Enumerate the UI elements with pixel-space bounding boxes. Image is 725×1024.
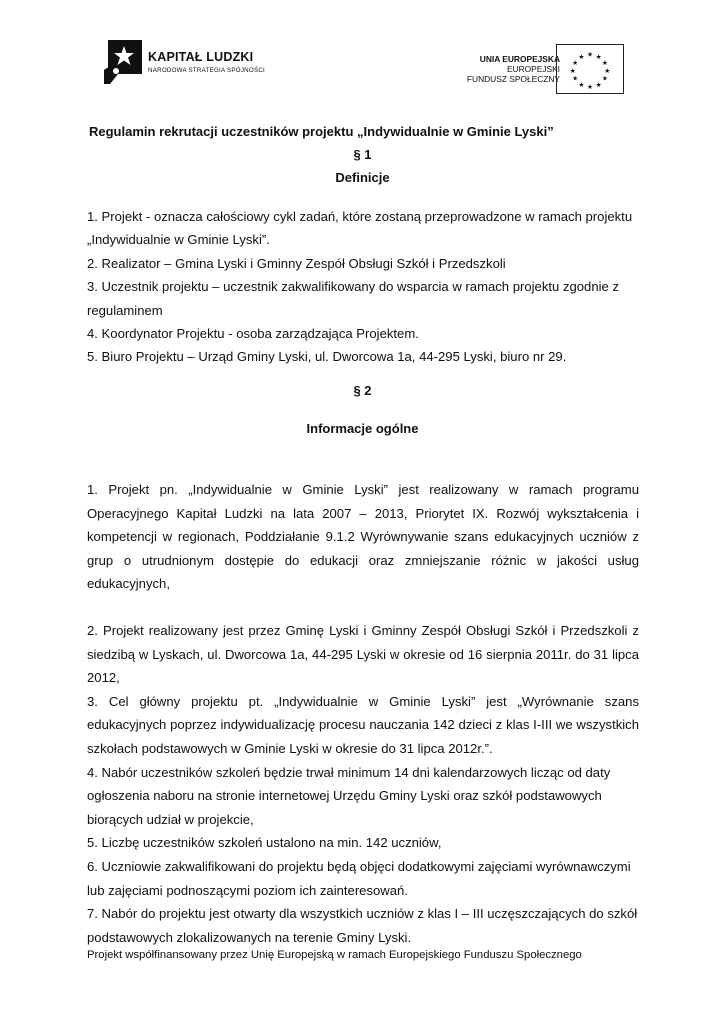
info-item: 4. Nabór uczestników szkoleń będzie trwał minimum 14 dni kalendarzowych licząc od daty ogłoszenia naboru na stronie internetowej Urzędu Gminy Lyski oraz szkół podstawowych biorących udział w projekcie, [87, 764, 611, 827]
general-info-list [87, 478, 639, 949]
info-item: 5. Liczbę uczestników szkoleń ustalono na min. 142 uczniów, [87, 835, 442, 851]
info-item: 7. Nabór do projektu jest otwarty dla wszystkich uczniów z klas I – III uczęszczających do szkół podstawowych zlokalizowanych na terenie Gminy Lyski. [87, 906, 638, 945]
section2-number: § 2 [353, 383, 372, 398]
definition-item: 3. Uczestnik projektu – uczestnik zakwalifikowany do wsparcia w ramach projektu zgodnie z regulaminem [87, 279, 619, 318]
svg-text:★: ★ [601, 74, 608, 83]
footer-note: Projekt współfinansowany przez Unię Europejską w ramach Europejskiego Funduszu Społecznego [87, 949, 582, 961]
svg-text:★: ★ [595, 52, 602, 61]
kapital-ludzki-subtitle: NARODOWA STRATEGIA SPÓJNOŚCI [148, 67, 266, 74]
eu-logo-text [467, 54, 560, 84]
svg-text:★: ★ [572, 59, 579, 68]
svg-text:★: ★ [601, 59, 608, 68]
info-item: 6. Uczniowie zakwalifikowani do projektu będą objęci dodatkowymi zajęciami wyrównawczymi lub zajęciami podnoszącymi poziom ich zainteresowań. [87, 858, 631, 898]
document-title: Regulamin rekrutacji uczestników projektu „Indywidualnie w Gminie Lyski” [89, 124, 554, 139]
kapital-ludzki-emblem-icon [104, 40, 142, 84]
kapital-ludzki-title: KAPITAŁ LUDZKI [148, 50, 254, 64]
svg-text:★: ★ [586, 50, 594, 59]
section1-heading: Definicje [335, 170, 390, 185]
svg-text:★: ★ [595, 80, 602, 89]
eu-logo-line3: FUNDUSZ SPOŁECZNY [466, 74, 560, 84]
svg-text:★: ★ [572, 74, 579, 83]
definition-item: 5. Biuro Projektu – Urząd Gminy Lyski, ul. Dworcowa 1a, 44-295 Lyski, biuro nr 29. [87, 349, 567, 365]
svg-text:★: ★ [604, 66, 611, 75]
svg-text:★: ★ [578, 80, 585, 89]
svg-text:★: ★ [569, 66, 576, 75]
eu-flag-icon [556, 44, 624, 94]
eu-logo-line1: UNIA EUROPEJSKA [479, 54, 560, 64]
definitions-list [87, 205, 647, 369]
eu-logo [440, 44, 626, 96]
info-item: 1. Projekt pn. „Indywidualnie w Gminie Lyski” jest realizowany w ramach programu Operacyjnego Kapitał Ludzki na lata 2007 – 2013, Priorytet IX. Rozwój wykształcenia i kompetencji w regionach, Poddziałanie 9.1.2 Wyrównywanie szans edukacyjnych uczniów z grup o utrudnionym dostępie do edukacji oraz zmniejszanie różnic w jakości usług edukacyjnych, [87, 482, 639, 592]
definition-item: 4. Koordynator Projektu - osoba zarządzająca Projektem. [87, 326, 419, 342]
section2-heading: Informacje ogólne [306, 421, 419, 436]
section1-number: § 1 [353, 147, 372, 162]
definition-item: 1. Projekt - oznacza całościowy cykl zadań, które zostaną przeprowadzone w ramach projektu „Indywidualnie w Gminie Lyski”. [87, 209, 633, 248]
svg-text:★: ★ [586, 83, 594, 92]
svg-text:★: ★ [578, 52, 585, 61]
info-item: 2. Projekt realizowany jest przez Gminę Lyski i Gminny Zespół Obsługi Szkół i Przedszkoli z siedzibą w Lyskach, ul. Dworcowa 1a, 44-295 Lyski w okresie od 16 sierpnia 2011r. do 31 lipca 2012, [87, 622, 639, 686]
eu-logo-line2: EUROPEJSKI [506, 64, 560, 74]
kapital-ludzki-logo [104, 38, 274, 88]
definition-item: 2. Realizator – Gmina Lyski i Gminny Zespół Obsługi Szkół i Przedszkoli [87, 255, 506, 271]
info-item: 3. Cel główny projektu pt. „Indywidualnie w Gminie Lyski” jest „Wyrównanie szans edukacyjnych poprzez indywidualizację procesu nauczania 142 dzieci z klas I-III we wszystkich szkołach podstawowych w Gminie Lyski w okresie do 31 lipca 2012r.”. [87, 693, 639, 756]
